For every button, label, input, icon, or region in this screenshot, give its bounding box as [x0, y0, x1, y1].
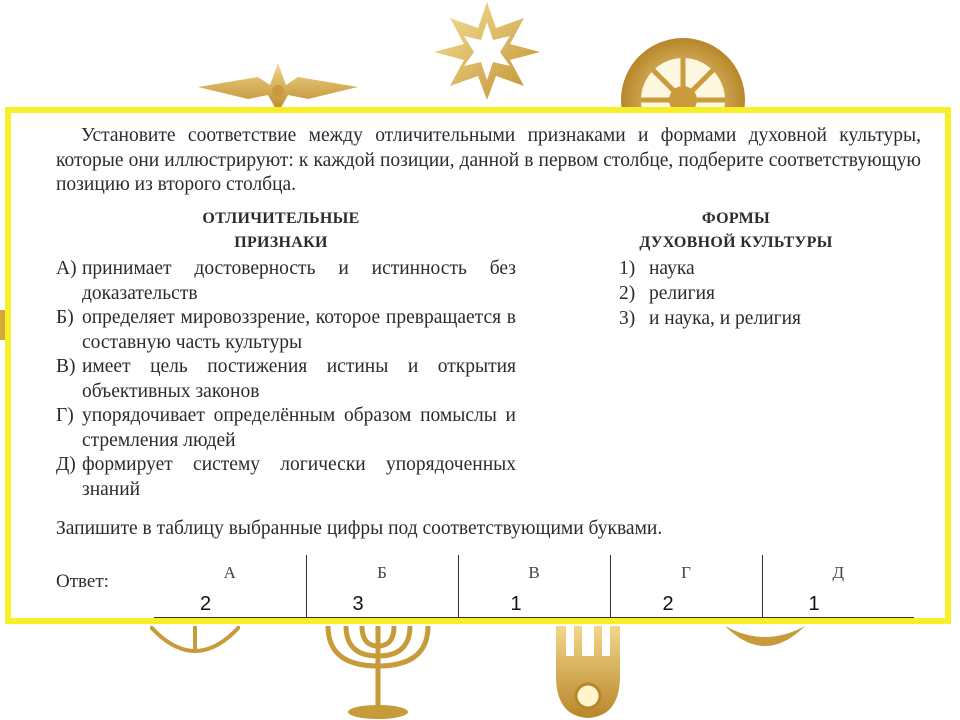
feature-letter: Б) [56, 307, 74, 328]
dharma-wheel-icon [618, 35, 748, 110]
form-text: религия [649, 283, 715, 304]
task-panel [5, 107, 951, 624]
answer-letter-cell: А [223, 563, 236, 582]
forms-column-header [611, 207, 861, 255]
ankh-icon [150, 626, 240, 666]
form-number: 3) [619, 308, 636, 329]
answer-letter-cell: Г [610, 555, 762, 591]
crescent-icon [725, 626, 805, 651]
answer-letter-cell: Б [306, 555, 458, 591]
feature-letter: В) [56, 356, 76, 377]
feature-text: определяет мировоззрение, которое превращается в составную часть культуры [82, 307, 516, 353]
forms-header-line1: ФОРМЫ [701, 210, 771, 227]
task-instruction: Установите соответствие между отличительными признаками и формами духовной культуры, которые они иллюстрируют: к каждой позиции, данной в первом столбце, подберите соответствующую позицию из второго столбца. [56, 125, 921, 195]
features-header-line2: ПРИЗНАКИ [234, 234, 328, 251]
answer-label: Ответ: [56, 571, 109, 592]
faravahar-icon [198, 55, 358, 115]
answer-value-cell[interactable]: 1 [458, 591, 610, 618]
form-number: 2) [619, 283, 636, 304]
answer-letter-cell: В [458, 555, 610, 591]
feature-item-v [56, 355, 516, 404]
answer-table-header-row [154, 555, 914, 591]
features-header-line1: ОТЛИЧИТЕЛЬНЫЕ [202, 210, 360, 227]
write-hint: Запишите в таблицу выбранные цифры под соответствующими буквами. [56, 518, 663, 539]
feature-item-d [56, 453, 516, 502]
feature-letter: А) [56, 258, 77, 279]
features-column-header [151, 207, 411, 255]
forms-header-line2: ДУХОВНОЙ КУЛЬТУРЫ [639, 234, 833, 251]
answer-table [154, 555, 914, 618]
answer-value-cell[interactable]: 1 [762, 591, 914, 618]
form-item-1 [619, 257, 919, 282]
form-item-3 [619, 307, 919, 332]
feature-item-b [56, 306, 516, 355]
feature-text: упорядочивает определённым образом помыслы и стремления людей [82, 405, 516, 451]
feature-letter: Г) [56, 405, 74, 426]
menorah-icon [318, 626, 438, 720]
bahai-star-icon [430, 0, 545, 100]
form-text: и наука, и религия [649, 308, 802, 329]
feature-letter: Д) [56, 454, 76, 475]
answer-value-cell[interactable]: 2 [154, 591, 306, 618]
form-text: наука [649, 258, 695, 279]
answer-table-value-row [154, 591, 914, 618]
feature-text: формирует систему логически упорядоченных знаний [82, 454, 516, 500]
answer-value-cell[interactable]: 3 [306, 591, 458, 618]
feature-text: принимает достоверность и истинность без доказательств [82, 258, 516, 304]
hamsa-icon [548, 626, 628, 720]
feature-text: имеет цель постижения истины и открытия объективных законов [82, 356, 516, 402]
answer-value-cell[interactable]: 2 [610, 591, 762, 618]
feature-item-a [56, 257, 516, 306]
answer-letter-cell: Д [762, 555, 914, 591]
form-number: 1) [619, 258, 636, 279]
feature-item-g [56, 404, 516, 453]
form-item-2 [619, 282, 919, 307]
